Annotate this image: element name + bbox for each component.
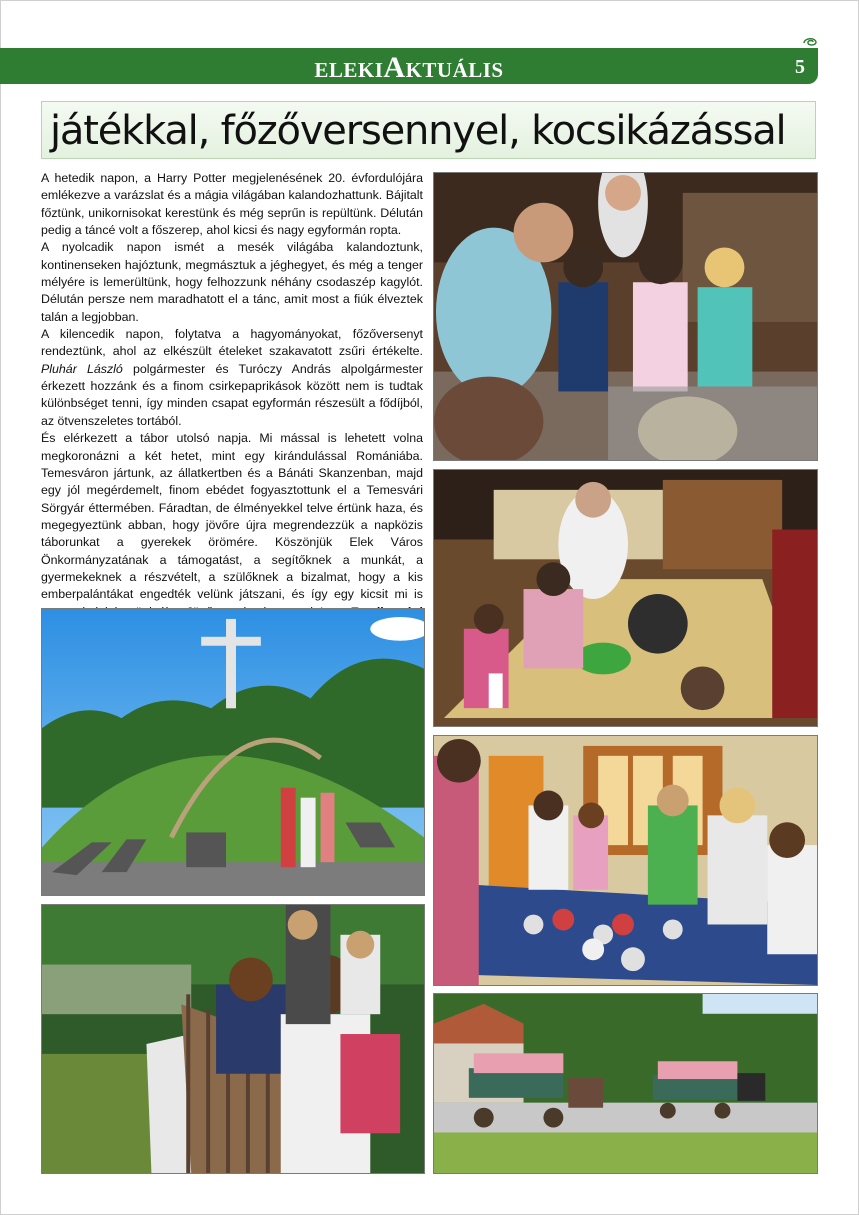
article-text: És elérkezett a tábor utolsó napja. Mi mással is lehetett volna megkoronázni a két hetet, mint egy kirándulással Romániába. Temesváron jártunk, az állatkertben és a Bánáti Skanzenban, majd egy jól megérdemelt, finom ebédet fogyasztottunk el a Temesvári Sörgyár éttermében. Fáradtan, de élményekkel telve értünk haza, és megegyeztünk abban, hogy jövőre újra megrendezzük a napközis táborunkat a gyerekek örömére. Köszönjük Elek Város Önkormányzatának a támogatást, a segítőknek a munkát, a gyermekeknek a részvételt, a szülőknek a bizalmat, hogy a kis emberpalántákat engedték velünk játszani, és így egy kicsit mi is	[41, 431, 423, 602]
photo-board-game	[433, 735, 818, 986]
magazine-title-prefix: ELEKI	[314, 58, 384, 82]
page-number: 5	[795, 56, 805, 78]
swirl-icon	[802, 36, 818, 48]
photo-cross-hill	[41, 608, 425, 896]
magazine-title-suffix: KTUÁLIS	[405, 58, 504, 82]
headline: játékkal, főzőversennyel, kocsikázással	[50, 108, 786, 154]
article-body	[41, 170, 423, 621]
article-text: A kilencedik napon, folytatva a hagyományokat, főzőversenyt rendeztünk, ahol az elkészült ételeket szakavatott zsűri értékelte.	[41, 327, 423, 359]
magazine-title-initial: A	[383, 51, 406, 84]
article-paragraph	[41, 326, 423, 430]
photo-horse-carriages	[433, 993, 818, 1174]
article-paragraph: A nyolcadik napon ismét a mesék világába kalandoztunk, kontinenseken hajóztunk, megmásztuk a jéghegyet, és még a tenger mélyére is lemerültünk, hogy felhozzunk néhány csodaszép kagylót. Délután persze nem maradhatott el a tánc, amit most a fiúk élveztek talán a legjobban.	[41, 240, 423, 324]
mayor-name: Pluhár László	[41, 361, 123, 376]
article-text: polgármester és Turóczy András alpolgármester érkezett hozzánk és a finom csirkepaprikások között nem is tudtak különbséget tenni, így minden csapat egyformán részesült a fődíjból, az ötvenszeletes tortából.	[41, 361, 423, 428]
article-paragraph: A hetedik napon, a Harry Potter megjelenésének 20. évfordulójára emlékezve a varázslat és a mágia világában kalandozhattunk. Bájitalt főztünk, unikornisokat kerestünk és még seprűn is repültünk. Délután pedig a táncé volt a főszerep, ahol kicsi és nagy egyformán ropta.	[41, 171, 423, 238]
photo-cooking-contest	[433, 469, 818, 727]
article-paragraph	[41, 430, 423, 621]
photo-cake-serving	[433, 172, 818, 461]
magazine-title	[0, 48, 818, 84]
photo-zoo-visit	[41, 904, 425, 1174]
